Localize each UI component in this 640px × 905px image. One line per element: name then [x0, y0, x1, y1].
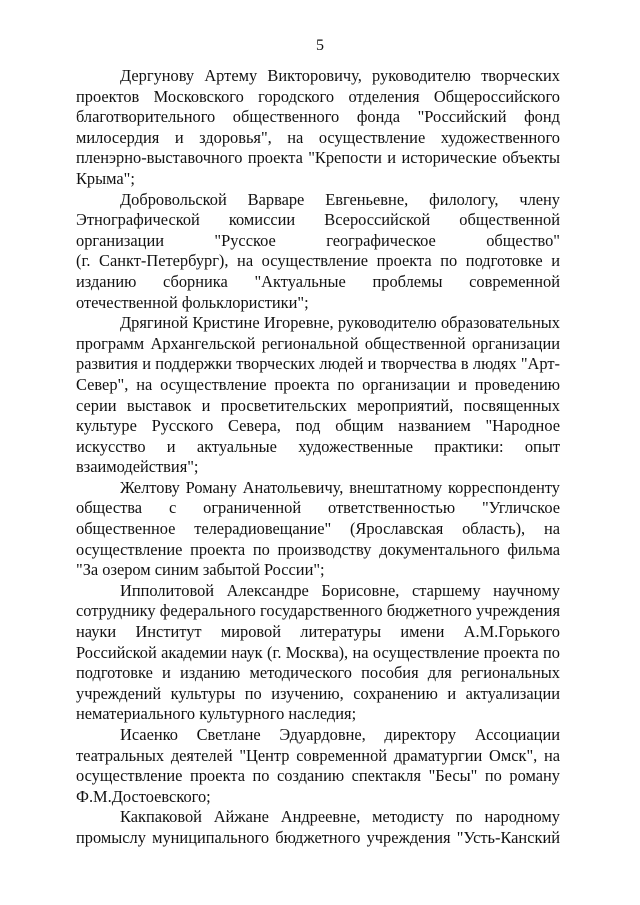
- document-body: [76, 66, 560, 849]
- text-line: осуществление проекта по производству документального фильма: [76, 539, 560, 559]
- text-line: промыслу муниципального бюджетного учреждения "Усть-Канский: [76, 827, 560, 847]
- text-line: подготовке и изданию методического пособия для региональных: [76, 663, 560, 683]
- paragraph: [76, 190, 560, 314]
- paragraph: [76, 313, 560, 478]
- text-line: театральных деятелей "Центр современной драматургии Омск", на: [76, 745, 560, 765]
- text-line: общества с ограниченной ответственностью "Угличское: [76, 498, 560, 518]
- text-line: культуре Русского Севера, под общим названием "Народное: [76, 416, 560, 436]
- text-line: Север", на осуществление проекта по организации и проведению: [76, 374, 560, 394]
- paragraph: [76, 66, 560, 190]
- text-line: программ Архангельской региональной общественной организации: [76, 333, 560, 353]
- text-line: Дергунову Артему Викторовичу, руководителю творческих: [120, 66, 560, 85]
- text-line: искусство и актуальные художественные практики: опыт: [76, 436, 560, 456]
- text-line: Российской академии наук (г. Москва), на осуществление проекта по: [76, 642, 560, 662]
- text-line: Этнографической комиссии Всероссийской общественной: [76, 210, 560, 230]
- text-line: благотворительного общественного фонда "Российский фонд: [76, 107, 560, 127]
- text-line: (г. Санкт-Петербург), на осуществление проекта по подготовке и: [76, 251, 560, 271]
- text-line: Крыма";: [76, 168, 135, 188]
- text-line: взаимодействия";: [76, 457, 199, 477]
- text-line: нематериального культурного наследия;: [76, 704, 357, 724]
- paragraph: [76, 725, 560, 807]
- page-number: 5: [316, 37, 324, 54]
- text-line: сотруднику федерального государственного бюджетного учреждения: [76, 601, 560, 621]
- text-line: Исаенко Светлане Эдуардовне, директору Ассоциации: [120, 725, 560, 744]
- text-line: Желтову Роману Анатольевичу, внештатному корреспонденту: [120, 477, 560, 497]
- text-line: науки Институт мировой литературы имени А.М.Горького: [76, 622, 560, 642]
- text-line: Ф.М.Достоевского;: [76, 786, 211, 806]
- text-line: развития и поддержки творческих людей и творчества в людях "Арт-: [76, 354, 560, 374]
- text-line: Ипполитовой Александре Борисовне, старшему научному: [120, 580, 560, 600]
- paragraph: [76, 478, 560, 581]
- text-line: серии выставок и просветительских мероприятий, посвященных: [76, 395, 560, 415]
- text-line: пленэрно-выставочного проекта "Крепости и исторические объекты: [76, 148, 560, 168]
- text-line: милосердия и здоровья", на осуществление художественного: [76, 127, 560, 147]
- text-line: осуществление проекта по созданию спектакля "Бесы" по роману: [76, 766, 560, 786]
- text-line: учреждений культуры по изучению, сохранению и актуализации: [76, 683, 560, 703]
- text-line: изданию сборника "Актуальные проблемы современной: [76, 271, 560, 291]
- paragraph: [76, 807, 560, 848]
- text-line: проектов Московского городского отделения Общероссийского: [76, 86, 560, 106]
- text-line: "За озером синим забытой России";: [76, 560, 325, 580]
- text-line: Добровольской Варваре Евгеньевне, филологу, члену: [120, 189, 560, 209]
- text-line: Дрягиной Кристине Игоревне, руководителю образовательных: [120, 313, 560, 333]
- text-line: отечественной фольклористики";: [76, 292, 309, 312]
- text-line: общественное телерадиовещание" (Ярославская область), на: [76, 519, 560, 539]
- text-line: организации "Русское географическое общество": [76, 230, 560, 250]
- text-line: Какпаковой Айжане Андреевне, методисту по народному: [120, 807, 560, 827]
- paragraph: [76, 581, 560, 725]
